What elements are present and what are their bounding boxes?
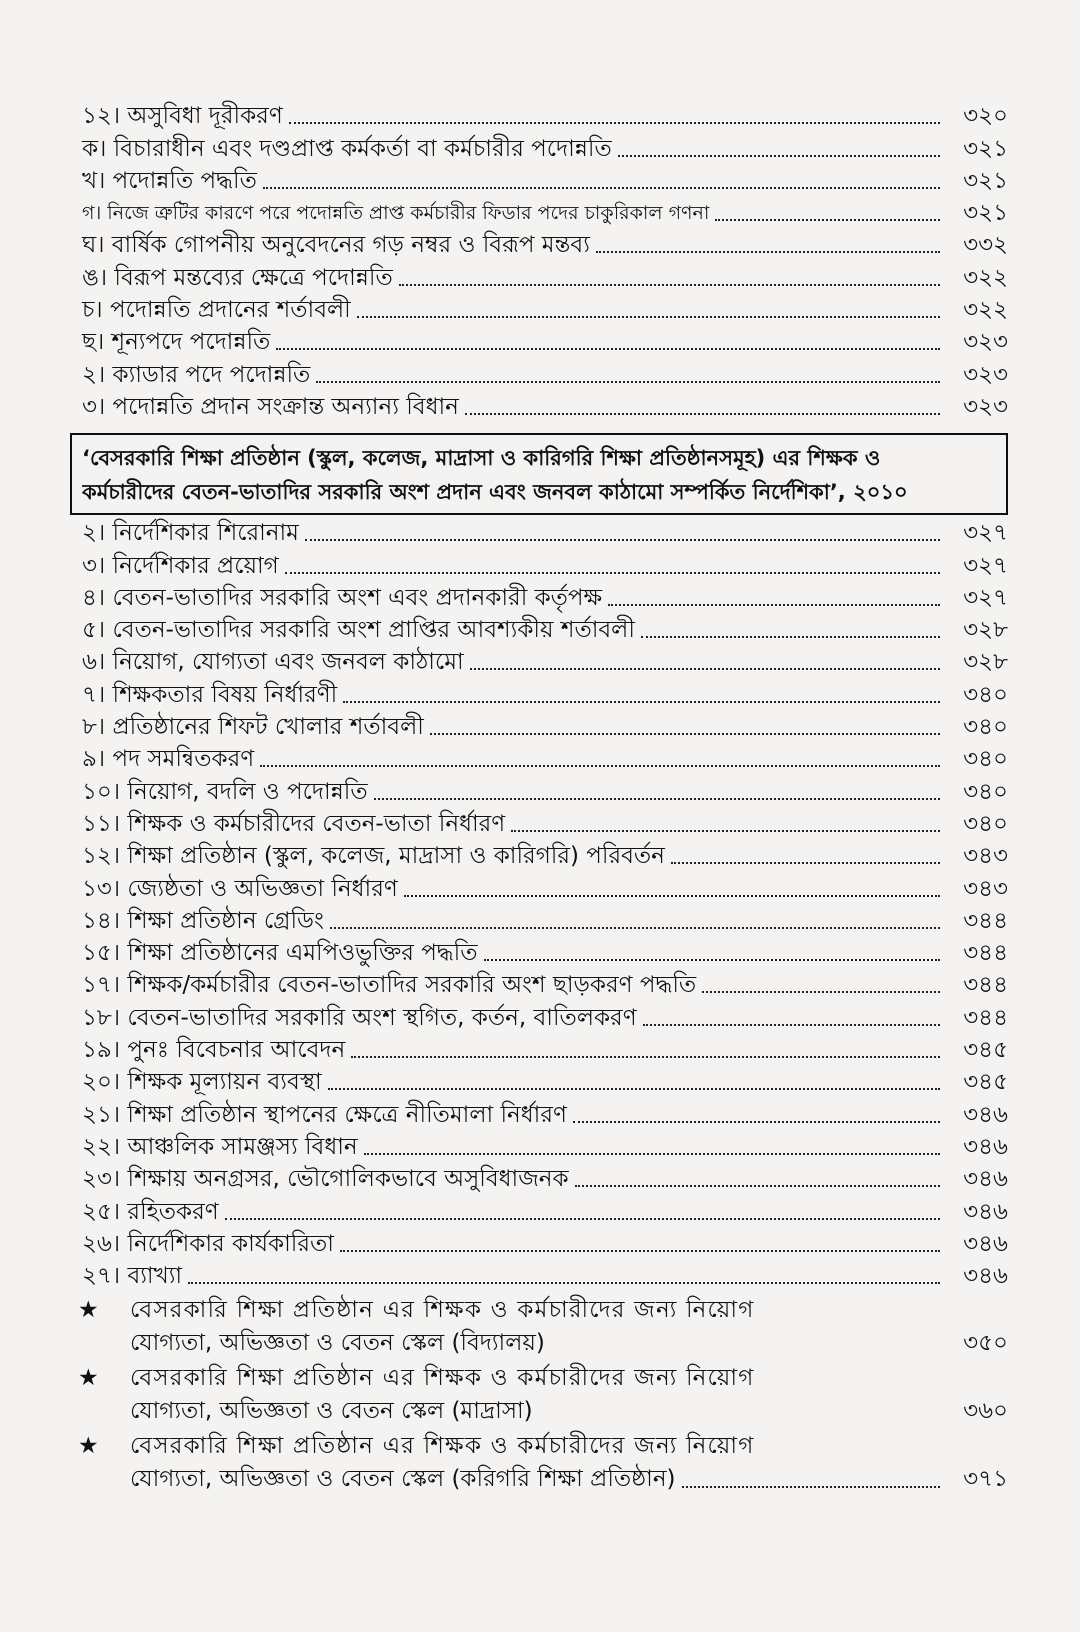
toc-entry-label: ৬। নিয়োগ, যোগ্যতা এবং জনবল কাঠামো xyxy=(82,649,464,676)
toc-entry xyxy=(70,100,1008,132)
toc-entry-label: ১৭। শিক্ষক/কর্মচারীর বেতন-ভাতাদির সরকারি অংশ ছাড়করণ পদ্ধতি xyxy=(82,972,697,999)
toc-entry-label: ৩। নির্দেশিকার প্রয়োগ xyxy=(82,552,279,579)
toc-entry xyxy=(70,1001,1008,1033)
dot-leader xyxy=(289,122,940,124)
toc-entry xyxy=(70,517,1008,549)
toc-entry xyxy=(70,872,1008,904)
dot-leader xyxy=(285,572,940,574)
dot-leader xyxy=(608,604,940,606)
dot-leader xyxy=(573,1121,940,1123)
toc-entry xyxy=(70,1034,1008,1066)
dot-leader xyxy=(470,668,940,670)
toc-entry xyxy=(70,1131,1008,1163)
toc-entry xyxy=(70,905,1008,937)
dot-leader xyxy=(343,701,940,703)
star-entries xyxy=(70,1294,1008,1496)
toc-entry-label: ২৬। নির্দেশিকার কার্যকারিতা xyxy=(82,1230,334,1257)
star-entry-page: ৩৭১ xyxy=(963,1466,1008,1493)
toc-entry-label: গ। নিজে ত্রুটির কারণে পরে পদোন্নতি প্রাপ্ত কর্মচারীর ফিডার পদের চাকুরিকাল গণনা xyxy=(82,202,710,225)
dot-leader xyxy=(225,1218,940,1220)
star-entry-line-2-row xyxy=(130,1327,1008,1360)
toc-entry-page: ৩২০ xyxy=(963,103,1008,130)
star-entry-line-2-row xyxy=(130,1395,1008,1428)
toc-entry-page: ৩৪০ xyxy=(963,778,1008,805)
dot-leader xyxy=(351,1056,940,1058)
dot-leader xyxy=(671,862,940,864)
star-icon: ★ xyxy=(78,1433,99,1460)
toc-entry-label: ১৩। জ্যেষ্ঠতা ও অভিজ্ঞতা নির্ধারণ xyxy=(82,875,398,902)
toc-entry xyxy=(70,1163,1008,1195)
toc-entry xyxy=(70,711,1008,743)
toc-entry-label: ঘ। বার্ষিক গোপনীয় অনুবেদনের গড় নম্বর ও বিরূপ মন্তব্য xyxy=(82,232,590,259)
toc-entry-label: ১২। শিক্ষা প্রতিষ্ঠান (স্কুল, কলেজ, মাদ্রাসা ও কারিগরি) পরিবর্তন xyxy=(82,843,665,870)
star-entry-line-1: বেসরকারি শিক্ষা প্রতিষ্ঠান এর শিক্ষক ও কর্মচারীদের জন্য নিয়োগ xyxy=(130,1297,755,1324)
toc-entry xyxy=(70,165,1008,197)
dot-leader xyxy=(715,219,940,221)
toc-entry-page: ৩২১ xyxy=(963,135,1008,162)
star-entry-line-2: যোগ্যতা, অভিজ্ঞতা ও বেতন স্কেল (বিদ্যালয়) xyxy=(130,1330,545,1357)
dot-leader xyxy=(276,348,940,350)
toc-entry-page: ৩২৭ xyxy=(963,552,1008,579)
toc-entry-label: ১৯। পুনঃ বিবেচনার আবেদন xyxy=(82,1037,346,1064)
toc-entry-page: ৩২৩ xyxy=(963,361,1008,388)
toc-entry-page: ৩২৩ xyxy=(963,329,1008,356)
toc-entry-label: ২। নির্দেশিকার শিরোনাম xyxy=(82,520,299,547)
star-entry xyxy=(70,1362,1008,1428)
toc-entry-page: ৩২৭ xyxy=(963,584,1008,611)
dot-leader xyxy=(596,251,940,253)
dot-leader xyxy=(618,155,940,157)
toc-entry-label: ৩। পদোন্নতি প্রদান সংক্রান্ত অন্যান্য বিধান xyxy=(82,393,459,420)
toc-entry-label: ছ। শূন্যপদে পদোন্নতি xyxy=(82,329,271,356)
toc-entry-label: ১৪। শিক্ষা প্রতিষ্ঠান গ্রেডিং xyxy=(82,907,324,934)
toc-entry xyxy=(70,743,1008,775)
toc-entry xyxy=(70,229,1008,261)
toc-entry-label: ২৫। রহিতকরণ xyxy=(82,1198,219,1225)
toc-entry-label: ২৩। শিক্ষায় অনগ্রসর, ভৌগোলিকভাবে অসুবিধাজনক xyxy=(82,1166,569,1193)
toc-list-b xyxy=(70,517,1008,1292)
star-entry-body xyxy=(130,1430,1008,1496)
toc-entry-label: ১০। নিয়োগ, বদলি ও পদোন্নতি xyxy=(82,778,368,805)
dot-leader xyxy=(682,1486,940,1488)
star-entry-line-1: বেসরকারি শিক্ষা প্রতিষ্ঠান এর শিক্ষক ও কর্মচারীদের জন্য নিয়োগ xyxy=(130,1365,755,1392)
toc-entry xyxy=(70,1098,1008,1130)
toc-entry-page: ৩৪৫ xyxy=(963,1069,1008,1096)
toc-entry-page: ৩৪৪ xyxy=(963,940,1008,967)
toc-entry-page: ৩৪৬ xyxy=(963,1133,1008,1160)
toc-entry-label: ৭। শিক্ষকতার বিষয় নির্ধারণী xyxy=(82,681,338,708)
toc-entry-label: ২। ক্যাডার পদে পদোন্নতি xyxy=(82,361,311,388)
toc-entry-page: ৩৪৪ xyxy=(963,972,1008,999)
toc-entry xyxy=(70,549,1008,581)
star-entry-page: ৩৬০ xyxy=(963,1398,1008,1425)
toc-entry xyxy=(70,1228,1008,1260)
toc-entry-page: ৩২১ xyxy=(963,167,1008,194)
toc-entry-page: ৩৪০ xyxy=(963,810,1008,837)
toc-entry-page: ৩২৭ xyxy=(963,520,1008,547)
dot-leader xyxy=(364,1153,940,1155)
toc-entry xyxy=(70,1195,1008,1227)
dot-leader xyxy=(465,413,940,415)
toc-entry xyxy=(70,614,1008,646)
star-entry-body xyxy=(130,1294,1008,1360)
toc-entry xyxy=(70,646,1008,678)
toc-entry-label: ৮। প্রতিষ্ঠানের শিফট খোলার শর্তাবলী xyxy=(82,714,424,741)
toc-entry-page: ৩৪৩ xyxy=(963,843,1008,870)
dot-leader xyxy=(643,1024,940,1026)
toc-entry-label: ১২। অসুবিধা দূরীকরণ xyxy=(82,103,283,130)
dot-leader xyxy=(641,636,940,638)
toc-entry-label: ২৭। ব্যাখ্যা xyxy=(82,1263,183,1290)
star-entry-line-2: যোগ্যতা, অভিজ্ঞতা ও বেতন স্কেল (মাদ্রাসা) xyxy=(130,1398,533,1425)
toc-entry-label: ৫। বেতন-ভাতাদির সরকারি অংশ প্রাপ্তির আবশ্যকীয় শর্তাবলী xyxy=(82,617,635,644)
toc-entry xyxy=(70,775,1008,807)
toc-entry xyxy=(70,1066,1008,1098)
toc-entry xyxy=(70,969,1008,1001)
dot-leader xyxy=(328,1088,940,1090)
toc-entry-page: ৩৪৬ xyxy=(963,1263,1008,1290)
toc-entry-page: ৩২৮ xyxy=(963,617,1008,644)
dot-leader xyxy=(575,1185,940,1187)
section-heading-line-1: ‘বেসরকারি শিক্ষা প্রতিষ্ঠান (স্কুল, কলেজ, মাদ্রাসা ও কারিগরি শিক্ষা প্রতিষ্ঠানসমূহ) এর শিক্ষক ও xyxy=(82,445,881,470)
toc-entry-page: ৩৩২ xyxy=(963,232,1008,259)
toc-entry-label: ১৫। শিক্ষা প্রতিষ্ঠানের এমপিওভুক্তির পদ্ধতি xyxy=(82,940,478,967)
toc-entry xyxy=(70,840,1008,872)
toc-entry-page: ৩২৮ xyxy=(963,649,1008,676)
star-entry-body xyxy=(130,1362,1008,1428)
star-entry-line-2-row xyxy=(130,1463,1008,1496)
dot-leader xyxy=(188,1282,940,1284)
dot-leader xyxy=(340,1250,940,1252)
toc-entry-label: ২২। আঞ্চলিক সামঞ্জস্য বিধান xyxy=(82,1133,358,1160)
toc-entry xyxy=(70,294,1008,326)
toc-entry xyxy=(70,261,1008,293)
dot-leader xyxy=(374,798,940,800)
star-entry xyxy=(70,1430,1008,1496)
star-entry-line-1: বেসরকারি শিক্ষা প্রতিষ্ঠান এর শিক্ষক ও কর্মচারীদের জন্য নিয়োগ xyxy=(130,1433,755,1460)
toc-entry-label: খ। পদোন্নতি পদ্ধতি xyxy=(82,167,257,194)
toc-entry-page: ৩৪৬ xyxy=(963,1230,1008,1257)
dot-leader xyxy=(330,927,940,929)
section-heading-box xyxy=(70,433,1008,515)
toc-entry-page: ৩২১ xyxy=(963,200,1008,227)
star-entry-line-2: যোগ্যতা, অভিজ্ঞতা ও বেতন স্কেল (করিগরি শিক্ষা প্রতিষ্ঠান) xyxy=(130,1466,676,1493)
dot-leader xyxy=(404,895,940,897)
dot-leader xyxy=(511,830,940,832)
section-heading-line-2: কর্মচারীদের বেতন-ভাতাদির সরকারি অংশ প্রদান এবং জনবল কাঠামো সম্পর্কিত নির্দেশিকা’, ২০১০ xyxy=(82,479,908,504)
toc-entry-label: ২০। শিক্ষক মূল্যায়ন ব্যবস্থা xyxy=(82,1069,322,1096)
toc-list-a xyxy=(70,100,1008,423)
dot-leader xyxy=(316,381,940,383)
toc-entry xyxy=(70,582,1008,614)
toc-entry-page: ৩৪৩ xyxy=(963,875,1008,902)
toc-entry-page: ৩২২ xyxy=(963,297,1008,324)
toc-entry-label: ঙ। বিরূপ মন্তব্যের ক্ষেত্রে পদোন্নতি xyxy=(82,264,393,291)
toc-entry-page: ৩৪০ xyxy=(963,681,1008,708)
toc-entry-label: ৯। পদ সমন্বিতকরণ xyxy=(82,746,255,773)
dot-leader xyxy=(399,284,940,286)
toc-entry-page: ৩৪০ xyxy=(963,714,1008,741)
toc-entry-page: ৩২৩ xyxy=(963,393,1008,420)
dot-leader xyxy=(263,187,940,189)
toc-entry-page: ৩৪৬ xyxy=(963,1101,1008,1128)
toc-entry xyxy=(70,808,1008,840)
star-icon: ★ xyxy=(78,1365,99,1392)
toc-entry-page: ৩৪০ xyxy=(963,746,1008,773)
toc-entry xyxy=(70,391,1008,423)
dot-leader xyxy=(260,765,940,767)
toc-entry xyxy=(70,197,1008,229)
toc-entry xyxy=(70,678,1008,710)
star-icon: ★ xyxy=(78,1297,99,1324)
toc-entry xyxy=(70,358,1008,390)
toc-entry xyxy=(70,326,1008,358)
toc-entry-label: ২১। শিক্ষা প্রতিষ্ঠান স্থাপনের ক্ষেত্রে নীতিমালা নির্ধারণ xyxy=(82,1101,567,1128)
star-entry xyxy=(70,1294,1008,1360)
toc-entry xyxy=(70,1260,1008,1292)
toc-entry-label: চ। পদোন্নতি প্রদানের শর্তাবলী xyxy=(82,297,351,324)
dot-leader xyxy=(357,316,940,318)
toc-entry-label: ১৮। বেতন-ভাতাদির সরকারি অংশ স্থগিত, কর্তন, বাতিলকরণ xyxy=(82,1004,637,1031)
toc-entry-label: ৪। বেতন-ভাতাদির সরকারি অংশ এবং প্রদানকারী কর্তৃপক্ষ xyxy=(82,584,603,611)
toc-entry-label: ক। বিচারাধীন এবং দণ্ডপ্রাপ্ত কর্মকর্তা বা কর্মচারীর পদোন্নতি xyxy=(82,135,612,162)
dot-leader xyxy=(305,539,940,541)
toc-entry xyxy=(70,132,1008,164)
dot-leader xyxy=(484,959,940,961)
star-entry-page: ৩৫০ xyxy=(963,1330,1008,1357)
toc-entry-page: ৩৪৬ xyxy=(963,1198,1008,1225)
toc-entry-page: ৩৪৪ xyxy=(963,1004,1008,1031)
toc-entry-page: ৩৪৫ xyxy=(963,1037,1008,1064)
dot-leader xyxy=(430,733,940,735)
toc-entry-label: ১১। শিক্ষক ও কর্মচারীদের বেতন-ভাতা নির্ধারণ xyxy=(82,810,506,837)
toc-entry-page: ৩৪৪ xyxy=(963,907,1008,934)
toc-entry-page: ৩৪৬ xyxy=(963,1166,1008,1193)
dot-leader xyxy=(702,991,940,993)
toc-entry xyxy=(70,937,1008,969)
toc-entry-page: ৩২২ xyxy=(963,264,1008,291)
